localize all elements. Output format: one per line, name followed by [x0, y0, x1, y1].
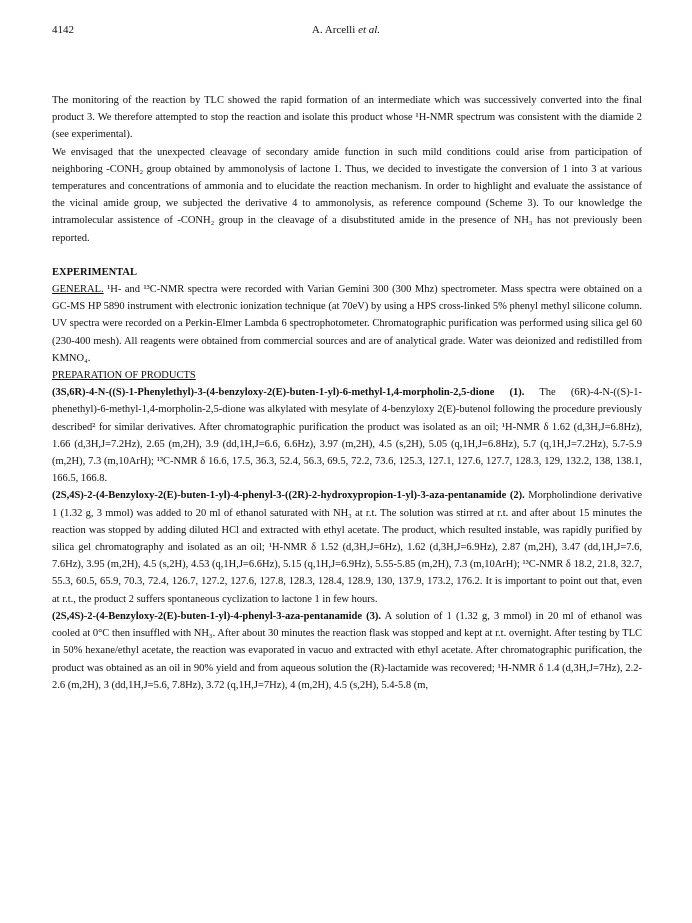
- experimental-heading: EXPERIMENTAL: [52, 266, 137, 278]
- compound-2-text: Morpholindione derivative 1 (1.32 g, 3 mmol) was added to 20 ml of ethanol saturated with NH₃ at r.t. The solution was stirred at r.t. and after about 15 minutes the reaction was stopped by adding diluted HCl and extracted with ethyl acetate. The product, which resulted instable, was rapidly purified by silica gel chromatography and isolated as an oil; ¹H-NMR δ 1.52 (d,3H,J=6Hz), 1.62 (d,3H,J=6.9Hz), 2.87 (m,2H), 3.47 (dd,1H,J=7.6, 7.6Hz), 3.95 (m,2H), 4.5 (s,2H), 4.53 (q,1H,J=6.6Hz), 5.15 (q,1H,J=6.9Hz), 5.55-5.85 (m,2H), 7.3 (m,10ArH); ¹³C-NMR δ 18.2, 21.8, 32.7, 55.3, 60.5, 65.9, 70.3, 72.4, 126.7, 127.2, 127.6, 127.8, 128.3, 128.4, 128.9, 130, 137.9, 173.2, 176.2. It is important to point out that, even at r.t., the product 2 suffers spontaneous cyclization to lactone 1 in few hours.: [52, 490, 642, 605]
- compound-1-paragraph: [52, 384, 642, 487]
- compound-2-paragraph: [52, 487, 642, 607]
- compound-3-text: A solution of 1 (1.32 g, 3 mmol) in 20 ml of ethanol was cooled at 0°C then insuffled with NH₃. After about 30 minutes the reaction flask was stopped and kept at r.t. overnight. After testing by TLC in 50% hexane/ethyl acetate, the reaction was evaporated in vacuo and extracted with ethyl acetate. After chromatographic purification, the product was obtained as an oil in 90% yield and from aqueous solution the (R)-lactamide was recovered; ¹H-NMR δ 1.4 (d,3H,J=7Hz), 2.2-2.6 (m,2H), 3 (dd,1H,J=5.6, 7.8Hz), 3.72 (q,1H,J=7Hz), 4 (m,2H), 4.5 (s,2H), 5.4-5.8 (m,: [52, 610, 642, 691]
- page-number: 4142: [52, 24, 74, 36]
- running-etal: et al.: [358, 24, 381, 36]
- compound-1-text: The (6R)-4-N-((S)-1-phenethyl)-6-methyl-1,4-morpholin-2,5-dione was alkylated with mesylate of 4-benzyloxy 2(E)-butenol following the procedure previously described² for similar derivatives. After chromatographic purification the product was isolated as an oil; ¹H-NMR δ 1.62 (d,3H,J=6.8Hz), 1.66 (d,3H,J=7.2Hz), 2.65 (m,2H), 3.9 (dd,1H,J=6.6, 6.6Hz), 3.97 (m,2H), 4.5 (s,2H), 5.05 (q,1H,J=6.8Hz), 5.7 (q,1H,J=7.2Hz), 5.7-5.9 (m,2H), 7.3 (m,10ArH); ¹³C-NMR δ 16.6, 17.5, 36.3, 52.4, 56.3, 69.5, 72.2, 73.6, 125.3, 127.1, 127.6, 127.7, 128.3, 129, 132.2, 138, 138.1, 166.5, 166.8.: [52, 387, 642, 485]
- compound-2-title: (2S,4S)-2-(4-Benzyloxy-2(E)-buten-1-yl)-4-phenyl-3-((2R)-2-hydroxypropion-1-yl)-3-aza-pentanamide (2).: [52, 490, 525, 502]
- preparation-heading: PREPARATION OF PRODUCTS: [52, 370, 196, 382]
- intro-paragraph-1: The monitoring of the reaction by TLC showed the rapid formation of an intermediate which was successively converted into the final product 3. We therefore attempted to stop the reaction and isolate this product whose ¹H-NMR spectrum was consistent with the diamide 2 (see experimental).: [52, 95, 642, 141]
- running-author: A. Arcelli: [311, 24, 356, 36]
- compound-3-paragraph: [52, 608, 642, 694]
- running-title: [52, 24, 640, 36]
- running-header: [52, 24, 640, 40]
- general-text: ¹H- and ¹³C-NMR spectra were recorded with Varian Gemini 300 (300 Mhz) spectrometer. Mass spectra were obtained on a GC-MS HP 5890 instrument with electronic ionization technique (at 70eV) by using a HPS cross-linked 5% phenyl methyl silicone column. UV spectra were recorded on a Perkin-Elmer Lambda 6 spectrophotometer. Chromatographic purification was performed using silica gel 60 (230-400 mesh). All reagents were obtained from commercial sources and are of analytical grade. Water was deionized and redistilled from KMNO₄.: [52, 284, 642, 364]
- general-label: GENERAL.: [52, 284, 104, 296]
- intro-paragraph-2: We envisaged that the unexpected cleavage of secondary amide function in such mild conditions could arise from participation of neighboring -CONH₂ group obtained by ammonolysis of lactone 1. Thus, we decided to investigate the conversion of 1 into 3 at various temperatures and concentrations of ammonia and to elucidate the reaction mechanism. In order to highlight and evaluate the assistance of the vicinal amide group, we subjected the derivative 4 to ammonolysis, as reference compound (Scheme 3). To our knowledge the intramolecular assistence of -CONH₂ group in the cleavage of a disubstituted amide in the presence of NH₃ has not previously been reported.: [52, 146, 642, 244]
- article-body: [52, 92, 642, 694]
- compound-3-title: (2S,4S)-2-(4-Benzyloxy-2(E)-buten-1-yl)-4-phenyl-3-aza-pentanamide (3).: [52, 610, 382, 622]
- general-paragraph: [52, 281, 642, 367]
- compound-1-title: (3S,6R)-4-N-((S)-1-Phenylethyl)-3-(4-benzyloxy-2(E)-buten-1-yl)-6-methyl-1,4-morpholin-2,5-dione (1).: [52, 387, 525, 399]
